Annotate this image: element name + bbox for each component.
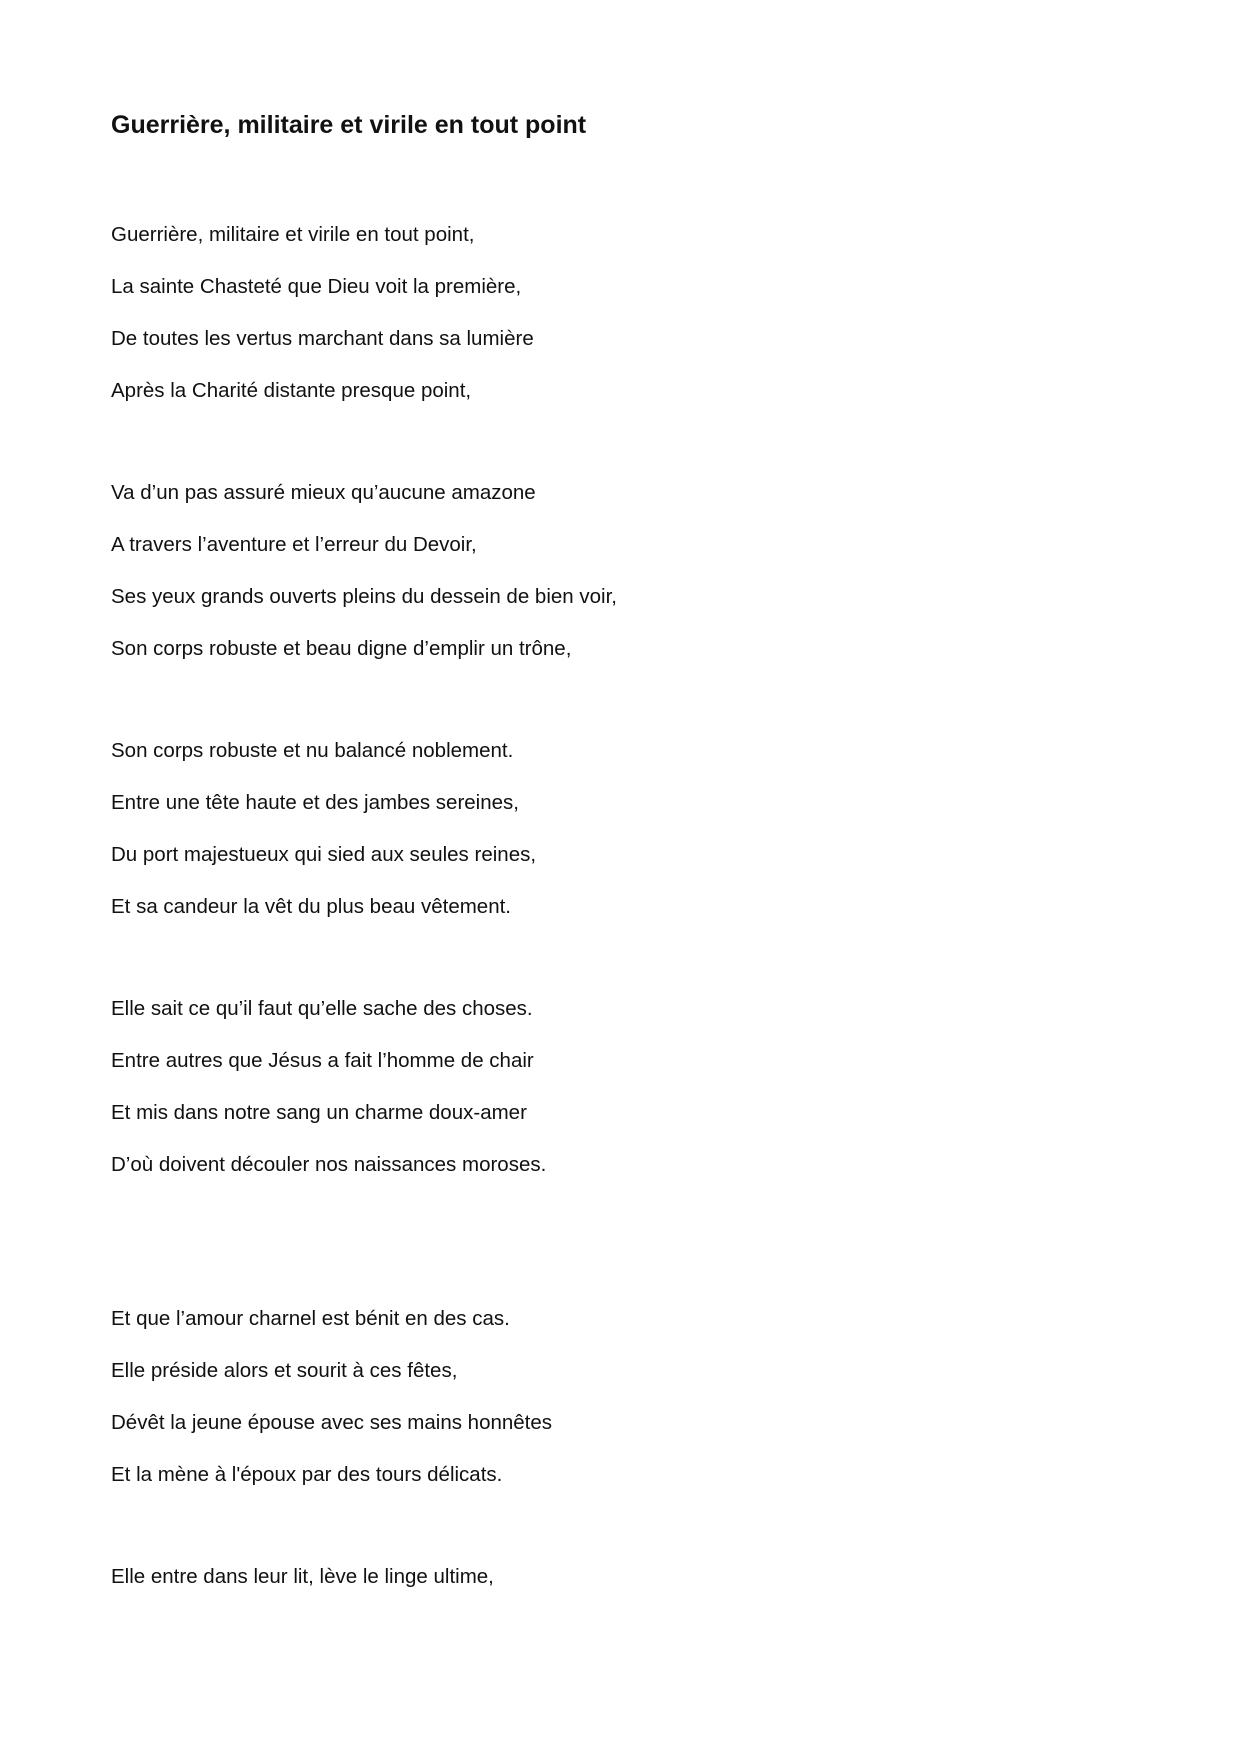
poem-line: Ses yeux grands ouverts pleins du dessein de bien voir, <box>111 585 617 608</box>
poem-line: De toutes les vertus marchant dans sa lumière <box>111 327 534 350</box>
poem-line: Et que l’amour charnel est bénit en des cas. <box>111 1307 510 1330</box>
poem-title: Guerrière, militaire et virile en tout point <box>111 111 587 139</box>
poem-line: Dévêt la jeune épouse avec ses mains honnêtes <box>111 1411 553 1434</box>
poem-line: Après la Charité distante presque point, <box>111 379 472 402</box>
poem-line: Elle sait ce qu’il faut qu’elle sache des choses. <box>111 997 533 1020</box>
poem-line: Et la mène à l'époux par des tours délicats. <box>111 1463 503 1486</box>
poem-line: A travers l’aventure et l’erreur du Devoir, <box>111 533 477 556</box>
poem-line: Du port majestueux qui sied aux seules reines, <box>111 843 537 866</box>
poem-line: Guerrière, militaire et virile en tout point, <box>111 223 475 246</box>
poem-line: Va d’un pas assuré mieux qu’aucune amazone <box>111 481 536 504</box>
poem-line: D’où doivent découler nos naissances moroses. <box>111 1153 547 1176</box>
poem-line: Son corps robuste et beau digne d’emplir un trône, <box>111 637 572 660</box>
poem-line: La sainte Chasteté que Dieu voit la première, <box>111 275 522 298</box>
poem-line: Son corps robuste et nu balancé noblement. <box>111 739 514 762</box>
poem-line: Entre autres que Jésus a fait l’homme de chair <box>111 1049 534 1072</box>
poem-line: Entre une tête haute et des jambes sereines, <box>111 791 519 814</box>
poem-line: Et sa candeur la vêt du plus beau vêtement. <box>111 895 512 918</box>
poem-line: Et mis dans notre sang un charme doux-amer <box>111 1101 527 1124</box>
poem-line: Elle entre dans leur lit, lève le linge ultime, <box>111 1565 494 1588</box>
poem-line: Elle préside alors et sourit à ces fêtes, <box>111 1359 458 1382</box>
